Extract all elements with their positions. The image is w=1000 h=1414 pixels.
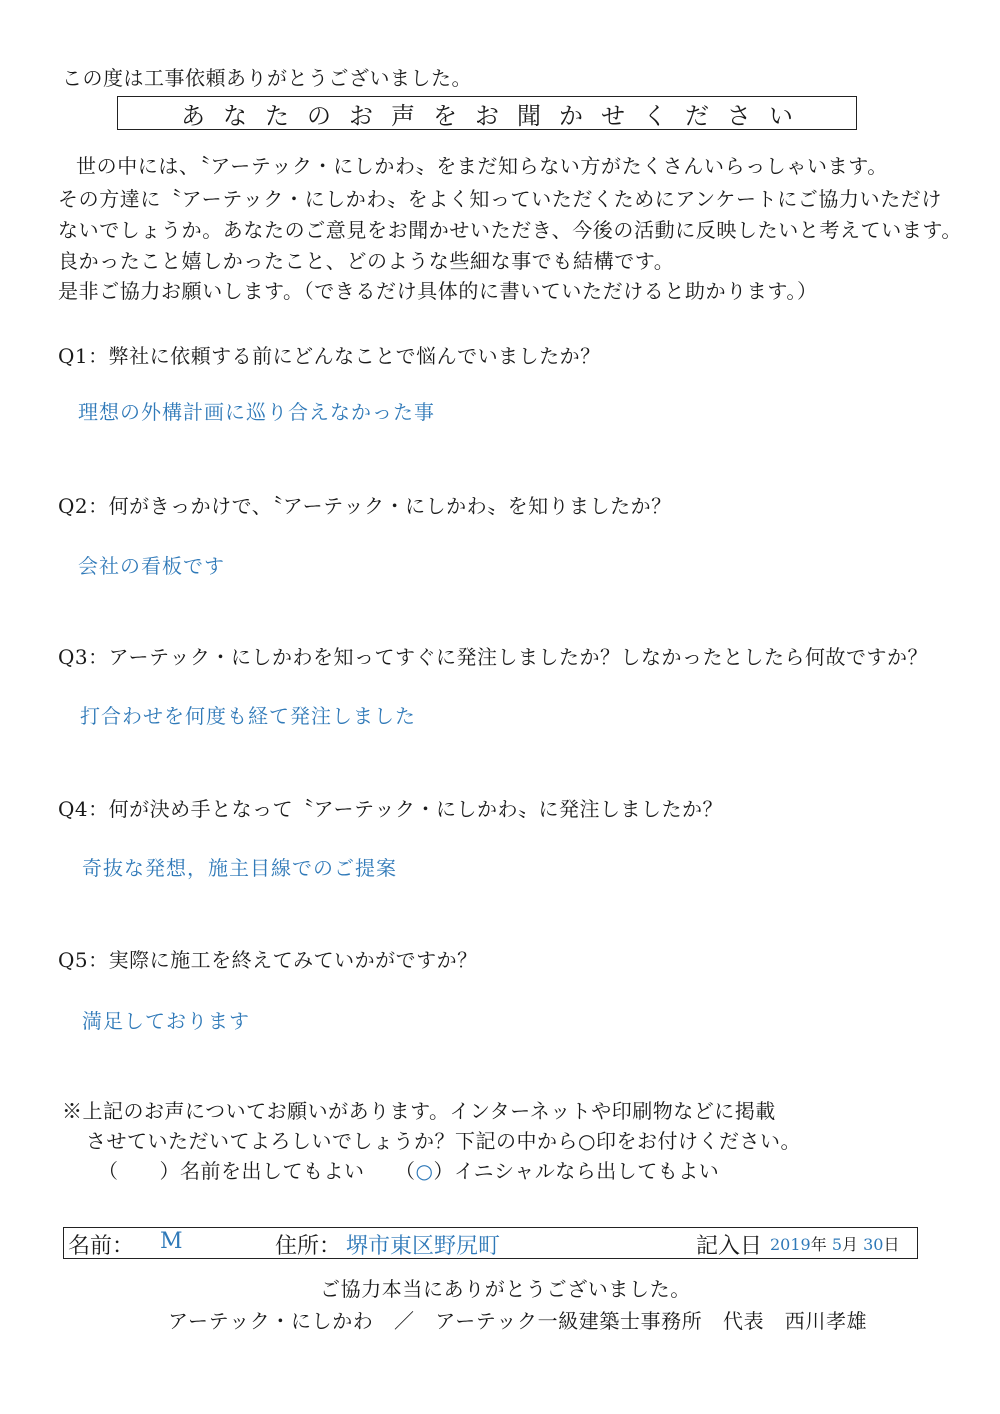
answer-2: 会社の看板です [78,554,225,578]
body-line-3: ないでしょうか。あなたのご意見をお聞かせいただき、今後の活動に反映したいと考えています。 [58,218,962,242]
address-label: 住所： [275,1234,342,1259]
body-line-1: 世の中には、〝アーテック・にしかわ〟をまだ知らない方がたくさんいらっしゃいます。 [76,154,888,178]
answer-3: 打合わせを何度も経て発注しました [80,704,416,728]
question-2: Q2：何がきっかけで、〝アーテック・にしかわ〟を知りましたか？ [58,494,672,518]
body-line-4: 良かったこと嬉しかったこと、どのような些細な事でも結構です。 [58,249,675,273]
option-initials-close: ） [433,1159,454,1183]
option-initials-open: （ [395,1159,416,1183]
closing-thanks: ご協力本当にありがとうございました。 [320,1277,691,1301]
intro-text: この度は工事依頼ありがとうございました。 [62,66,472,90]
month-unit: 月 [842,1235,859,1254]
question-1: Q1：弊社に依頼する前にどんなことで悩んでいましたか？ [58,344,601,368]
date-value [770,1232,900,1255]
question-5: Q5：実際に施工を終えてみていかがですか？ [58,948,478,972]
date-day: 30 [863,1235,884,1254]
answer-4: 奇抜な発想，施主目線でのご提案 [82,856,397,880]
body-line-2: その方達に〝アーテック・にしかわ〟をよく知っていただくためにアンケートにご協力いただけ [58,187,942,211]
name-value: M [160,1229,183,1254]
date-month: 5 [831,1235,843,1254]
note-line-2: させていただいてよろしいでしょうか？下記の中から○印をお付けください。 [86,1129,801,1153]
answer-5: 満足しております [82,1009,250,1033]
option-initials-label: イニシャルなら出してもよい [453,1159,720,1183]
option-initials [395,1155,719,1184]
date-label: 記入日 [696,1234,763,1259]
date-year: 2019 [770,1235,811,1254]
option-name [98,1155,365,1184]
survey-title: あなたのお声をお聞かせください [181,101,811,130]
closing-company: アーテック・にしかわ ／ アーテック一級建築士事務所 代表 西川孝雄 [168,1309,868,1333]
name-label: 名前： [68,1234,135,1259]
title-box [117,96,857,130]
body-line-5: 是非ご協力お願いします。（できるだけ具体的に書いていただけると助かります。） [58,279,818,303]
address-value: 堺市東区野尻町 [346,1234,501,1259]
day-unit: 日 [883,1235,900,1254]
note-line-1: ※上記のお声についてお願いがあります。インターネットや印刷物などに掲載 [62,1099,776,1123]
question-4: Q4：何が決め手となって〝アーテック・にしかわ〟に発注しましたか？ [58,797,724,821]
option-initials-mark: ○ [415,1159,434,1183]
answer-1: 理想の外構計画に巡り合えなかった事 [78,400,435,424]
option-name-label: 名前を出してもよい [180,1159,365,1183]
option-name-paren: （ ） [98,1159,180,1183]
question-3: Q3：アーテック・にしかわを知ってすぐに発注しましたか？しなかったとしたら何故ですか？ [58,645,929,669]
year-unit: 年 [810,1235,827,1254]
